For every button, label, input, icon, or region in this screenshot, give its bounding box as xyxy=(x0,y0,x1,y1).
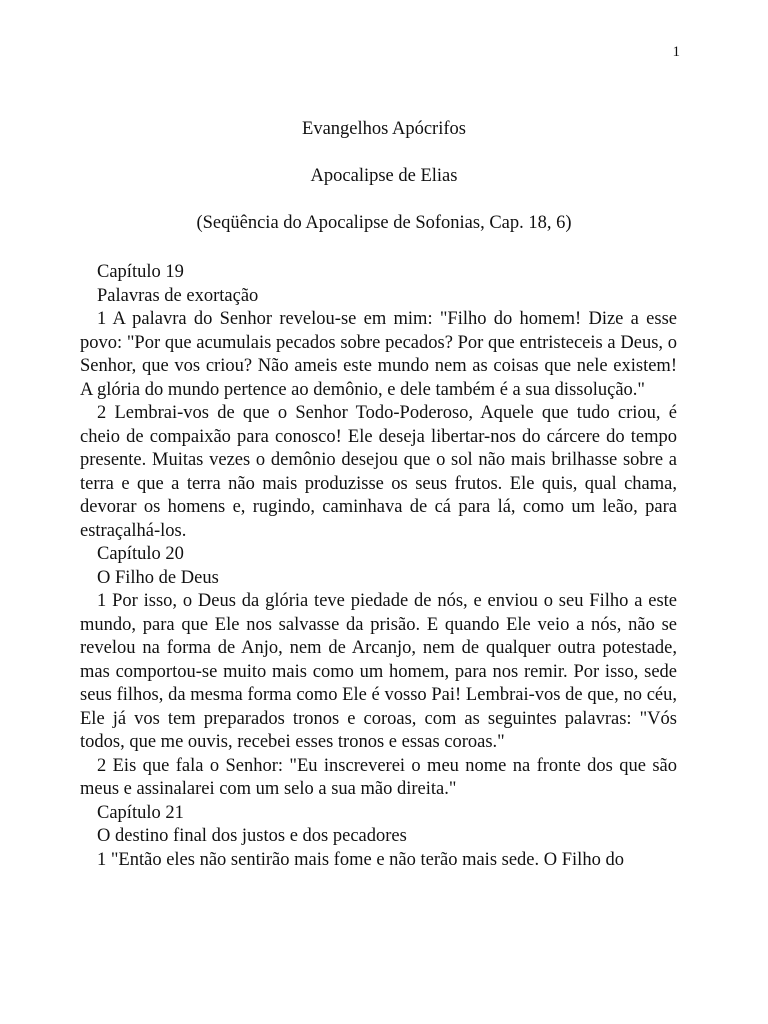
chapter-label: Capítulo 19 xyxy=(97,262,184,282)
section-chapter-19 xyxy=(80,261,677,543)
chapter-label: Capítulo 21 xyxy=(97,802,184,823)
book-title: Apocalipse de Elias xyxy=(310,166,458,186)
collection-title: Evangelhos Apócrifos xyxy=(302,119,466,139)
chapter-label: Capítulo 20 xyxy=(97,544,184,564)
chapter-heading: O destino final dos justos e dos pecadores xyxy=(97,826,407,846)
book-subtitle: (Seqüência do Apocalipse de Sofonias, Cap. 18, 6) xyxy=(196,213,572,233)
chapter-heading: Palavras de exortação xyxy=(97,285,259,306)
paragraph: 2 Lembrai-vos de que o Senhor Todo-Poderoso, Aquele que tudo criou, é cheio de compaixão para conosco! Ele deseja libertar-nos do cárcere do tempo presente. Muitas vezes o demônio desejou que o sol não mais brilhasse sobre a terra e que a terra não mais produzisse os seus frutos. Ele quis, qual chama, devorar os homens e, rugindo, caminhava de cá para lá, como um leão, para estraçalhá-los. xyxy=(80,403,677,541)
chapter-heading: O Filho de Deus xyxy=(97,567,219,588)
paragraph: 1 "Então eles não sentirão mais fome e não terão mais sede. O Filho do xyxy=(97,849,624,870)
section-chapter-21 xyxy=(80,802,677,873)
paragraph: 2 Eis que fala o Senhor: "Eu inscreverei o meu nome na fronte dos que são meus e assinalarei com um selo a sua mão direita." xyxy=(80,755,677,799)
paragraph: 1 Por isso, o Deus da glória teve piedade de nós, e enviou o seu Filho a este mundo, para que Ele nos salvasse da prisão. E quando Ele veio a nós, não se revelou na forma de Anjo, nem de Arcanjo, nem de qualquer outra potestade, mas comportou-se muito mais como um homem, para nos remir. Por isso, sede seus filhos, da mesma forma como Ele é vosso Pai! Lembrai-vos de que, no céu, Ele já vos tem preparados tronos e coroas, com as seguintes palavras: "Vós todos, que me ouvis, recebei esses tronos e essas coroas." xyxy=(80,591,677,752)
paragraph: 1 A palavra do Senhor revelou-se em mim: "Filho do homem! Dize a esse povo: "Por que acumulais pecados sobre pecados? Por que entristeceis a Deus, o Senhor, que vos criou? Não ameis este mundo nem as coisas que nele existem! A glória do mundo pertence ao demônio, e dele também é a sua dissolução." xyxy=(80,309,677,400)
section-chapter-20 xyxy=(80,543,677,802)
page-number: 1 xyxy=(672,44,680,60)
body-text xyxy=(80,261,677,872)
